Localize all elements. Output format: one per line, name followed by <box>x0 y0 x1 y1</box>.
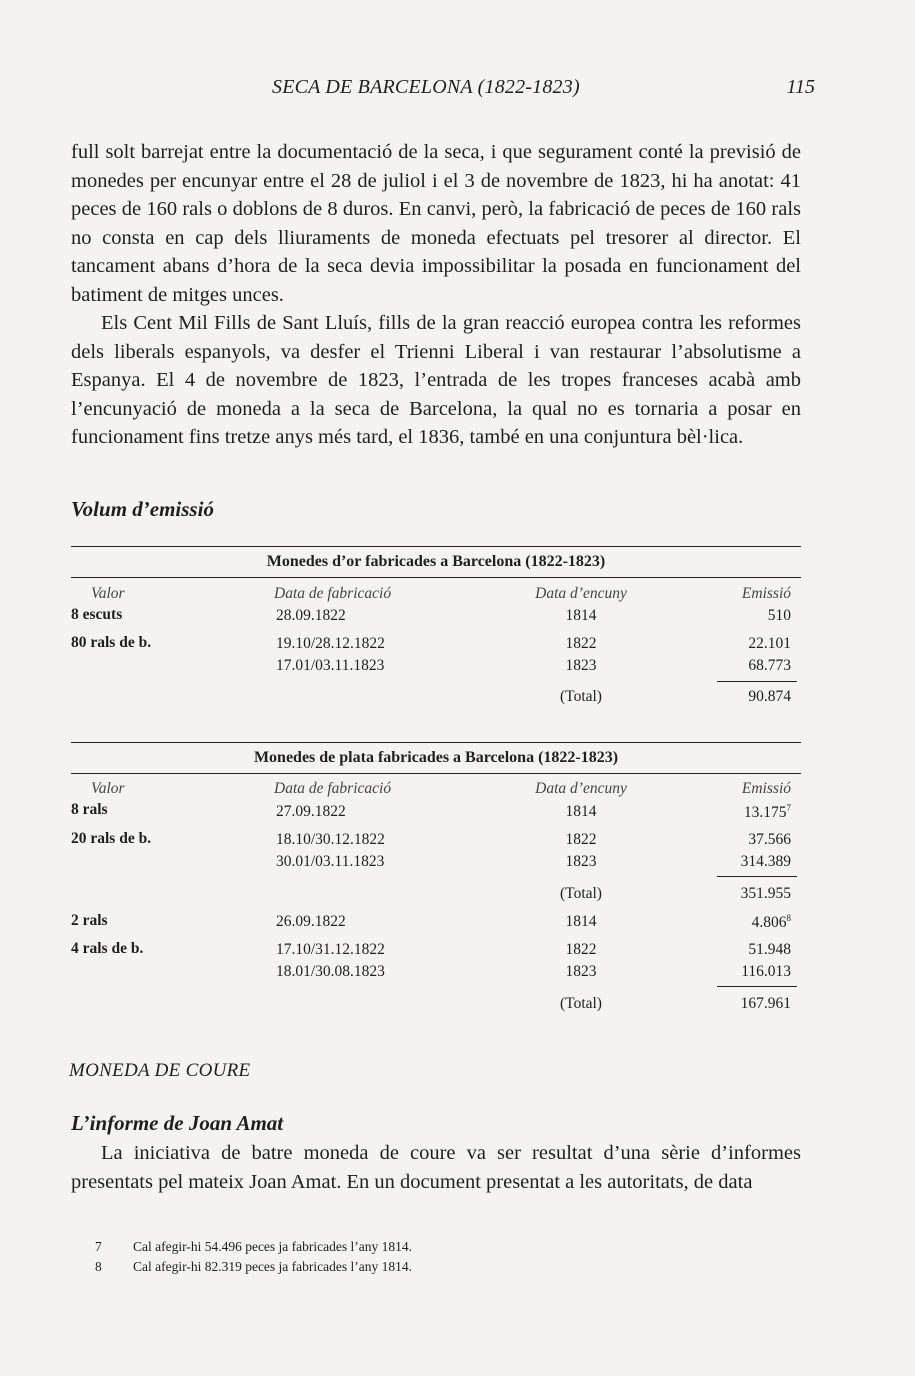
total-label: (Total) <box>560 995 602 1012</box>
emissio-value: 13.175 <box>743 804 787 821</box>
col-header-emissio: Emissió <box>741 585 791 602</box>
section-heading-informe: L’informe de Joan Amat <box>71 1111 284 1135</box>
row-emissio: 22.101 <box>748 635 791 652</box>
table-caption: Monedes d’or fabricades a Barcelona (1822-1823) <box>266 553 606 570</box>
emissio-value: 4.806 <box>751 914 787 931</box>
footnote-ref: 8 <box>786 913 791 923</box>
table-caption: Monedes de plata fabricades a Barcelona (1822-1823) <box>253 749 619 766</box>
paragraph-2: Els Cent Mil Fills de Sant Lluís, fills de la gran reacció europea contra les reformes dels liberals espanyols, va desfer el Trienni Liberal i van restaurar l’absolutisme a Espanya. El 4 de novembre de 1823, l’entrada de les tropes franceses acabà amb l’encunyació de moneda a la seca de Barcelona, la qual no es tornaria a posar en funcionament fins tretze anys més tard, el 1836, també en una conjuntura bèl·lica. <box>71 312 801 449</box>
table-header-rule <box>71 577 801 578</box>
total-value: 167.961 <box>740 995 791 1012</box>
row-encuny: 1822 <box>565 941 597 958</box>
col-header-emissio: Emissió <box>741 780 791 797</box>
row-data: 17.01/03.11.1823 <box>276 657 385 674</box>
row-valor: 20 rals de b. <box>71 830 152 847</box>
col-header-valor: Valor <box>91 585 125 602</box>
table-header-rule <box>71 773 801 774</box>
row-valor: 8 rals <box>71 801 108 818</box>
footnote-text: Cal afegir-hi 54.496 peces ja fabricades l’any 1814. <box>133 1239 412 1254</box>
row-encuny: 1822 <box>565 635 597 652</box>
row-data: 19.10/28.12.1822 <box>276 635 385 652</box>
gold-coins-table <box>71 546 801 716</box>
row-data: 26.09.1822 <box>276 913 346 930</box>
row-emissio: 510 <box>767 607 791 624</box>
row-encuny: 1823 <box>565 853 597 870</box>
col-header-encuny: Data d’encuny <box>535 585 627 602</box>
total-label: (Total) <box>560 885 602 902</box>
sum-rule <box>717 681 797 682</box>
row-valor: 2 rals <box>71 912 108 929</box>
row-emissio: 68.773 <box>748 657 791 674</box>
table-top-rule <box>71 546 801 547</box>
paragraph-1: full solt barrejat entre la documentació de la seca, i que segurament conté la previsió de monedes per encunyar entre el 28 de juliol i el 3 de novembre de 1823, hi ha anotat: 41 peces de 160 rals o doblons de 8 duros. En canvi, però, la fabricació de peces de 160 rals no consta en cap dels lliuraments de moneda efectuats pel tresorer al director. El tancament abans d’hora de la seca devia impossibilitar la posada en funcionament del batiment de mitges unces. <box>71 141 801 306</box>
row-emissio: 51.948 <box>748 941 791 958</box>
row-encuny: 1822 <box>565 831 597 848</box>
col-header-data: Data de fabricació <box>274 780 392 797</box>
paragraph-informe: La iniciativa de batre moneda de coure va ser resultat d’una sèrie d’informes presentats pel mateix Joan Amat. En un document presentat a les autoritats, de data <box>71 1142 801 1193</box>
silver-coins-table <box>71 742 801 1022</box>
table-top-rule <box>71 742 801 743</box>
footnote-number: 7 <box>95 1239 102 1254</box>
sum-rule <box>717 876 797 877</box>
row-data: 18.10/30.12.1822 <box>276 831 385 848</box>
row-encuny: 1814 <box>565 607 597 624</box>
running-head <box>0 76 915 102</box>
row-encuny: 1823 <box>565 963 597 980</box>
row-data: 30.01/03.11.1823 <box>276 853 385 870</box>
row-encuny: 1814 <box>565 803 597 820</box>
col-header-data: Data de fabricació <box>274 585 392 602</box>
section-heading-volum: Volum d’emissió <box>71 497 214 521</box>
row-valor: 80 rals de b. <box>71 634 152 651</box>
row-encuny: 1814 <box>565 913 597 930</box>
row-emissio: 37.566 <box>748 831 791 848</box>
total-label: (Total) <box>560 688 602 705</box>
row-emissio <box>752 913 791 932</box>
footnote-text: Cal afegir-hi 82.319 peces ja fabricades l’any 1814. <box>133 1259 412 1274</box>
col-header-valor: Valor <box>91 780 125 797</box>
total-value: 351.955 <box>740 885 791 902</box>
footnote-ref: 7 <box>786 803 791 813</box>
row-data: 27.09.1822 <box>276 803 346 820</box>
row-data: 28.09.1822 <box>276 607 346 624</box>
col-header-encuny: Data d’encuny <box>535 780 627 797</box>
page-number: 115 <box>786 76 815 98</box>
row-valor: 4 rals de b. <box>71 940 144 957</box>
row-valor: 8 escuts <box>71 606 123 623</box>
sum-rule <box>717 986 797 987</box>
row-data: 17.10/31.12.1822 <box>276 941 385 958</box>
row-encuny: 1823 <box>565 657 597 674</box>
running-title: SECA DE BARCELONA (1822-1823) <box>272 76 580 98</box>
footnote-number: 8 <box>95 1259 102 1274</box>
row-emissio: 314.389 <box>740 853 791 870</box>
row-emissio <box>744 803 791 822</box>
row-data: 18.01/30.08.1823 <box>276 963 385 980</box>
row-emissio: 116.013 <box>741 963 791 980</box>
subsection-title: MONEDA DE COURE <box>69 1060 251 1081</box>
total-value: 90.874 <box>748 688 791 705</box>
